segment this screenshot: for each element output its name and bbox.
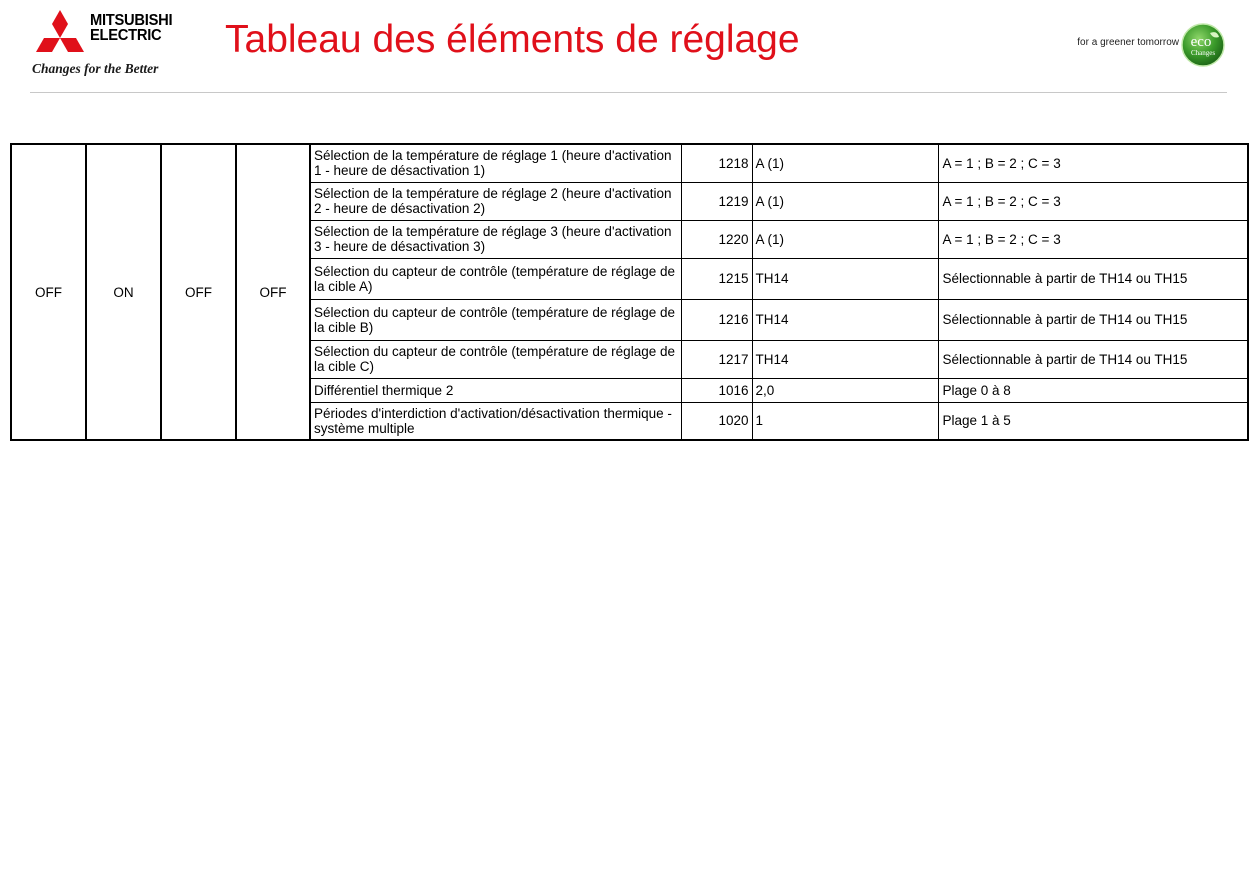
setting-range-cell: A = 1 ; B = 2 ; C = 3 xyxy=(938,144,1248,182)
setting-description-cell: Sélection de la température de réglage 3 (heure d'activation 3 - heure de désactivation 3) xyxy=(310,220,681,258)
greener-tagline: for a greener tomorrow xyxy=(1077,37,1179,48)
setting-value-cell: A (1) xyxy=(752,144,938,182)
setting-value-cell: 1 xyxy=(752,402,938,440)
setting-code-cell: 1216 xyxy=(681,299,752,340)
setting-description-cell: Périodes d'interdiction d'activation/désactivation thermique - système multiple xyxy=(310,402,681,440)
setting-value-cell: TH14 xyxy=(752,299,938,340)
setting-code-cell: 1220 xyxy=(681,220,752,258)
setting-value-cell: A (1) xyxy=(752,182,938,220)
setting-description-cell: Sélection de la température de réglage 1 (heure d'activation 1 - heure de désactivation 1) xyxy=(310,144,681,182)
mitsubishi-logo xyxy=(30,8,205,78)
setting-description-cell: Sélection du capteur de contrôle (température de réglage de la cible B) xyxy=(310,299,681,340)
setting-description-cell: Différentiel thermique 2 xyxy=(310,378,681,402)
setting-range-cell: Plage 1 à 5 xyxy=(938,402,1248,440)
eco-badge-top: eco xyxy=(1190,34,1212,50)
brand-name-line2: ELECTRIC xyxy=(90,27,162,44)
switch-state-cell: OFF xyxy=(11,144,86,440)
three-diamonds-icon xyxy=(32,10,88,54)
setting-value-cell: 2,0 xyxy=(752,378,938,402)
setting-range-cell: A = 1 ; B = 2 ; C = 3 xyxy=(938,220,1248,258)
switch-state-cell: ON xyxy=(86,144,161,440)
setting-value-cell: A (1) xyxy=(752,220,938,258)
setting-code-cell: 1020 xyxy=(681,402,752,440)
setting-value-cell: TH14 xyxy=(752,340,938,378)
setting-code-cell: 1219 xyxy=(681,182,752,220)
setting-range-cell: Sélectionnable à partir de TH14 ou TH15 xyxy=(938,258,1248,299)
brand-tagline: Changes for the Better xyxy=(32,61,159,76)
setting-code-cell: 1217 xyxy=(681,340,752,378)
setting-range-cell: Sélectionnable à partir de TH14 ou TH15 xyxy=(938,340,1248,378)
setting-range-cell: A = 1 ; B = 2 ; C = 3 xyxy=(938,182,1248,220)
switch-state-cell: OFF xyxy=(236,144,310,440)
settings-table xyxy=(10,143,1249,441)
page-title: Tableau des éléments de réglage xyxy=(225,18,800,61)
setting-code-cell: 1218 xyxy=(681,144,752,182)
eco-changes-icon xyxy=(1180,22,1226,68)
eco-badge-bottom: Changes xyxy=(1190,49,1216,57)
setting-code-cell: 1215 xyxy=(681,258,752,299)
brand-name-line1: MITSUBISHI xyxy=(90,12,173,29)
switch-state-cell: OFF xyxy=(161,144,236,440)
setting-description-cell: Sélection du capteur de contrôle (température de réglage de la cible C) xyxy=(310,340,681,378)
setting-description-cell: Sélection de la température de réglage 2 (heure d'activation 2 - heure de désactivation 2) xyxy=(310,182,681,220)
header-divider xyxy=(30,92,1227,93)
table-row xyxy=(11,144,1248,182)
setting-value-cell: TH14 xyxy=(752,258,938,299)
setting-range-cell: Plage 0 à 8 xyxy=(938,378,1248,402)
setting-range-cell: Sélectionnable à partir de TH14 ou TH15 xyxy=(938,299,1248,340)
setting-description-cell: Sélection du capteur de contrôle (température de réglage de la cible A) xyxy=(310,258,681,299)
setting-code-cell: 1016 xyxy=(681,378,752,402)
